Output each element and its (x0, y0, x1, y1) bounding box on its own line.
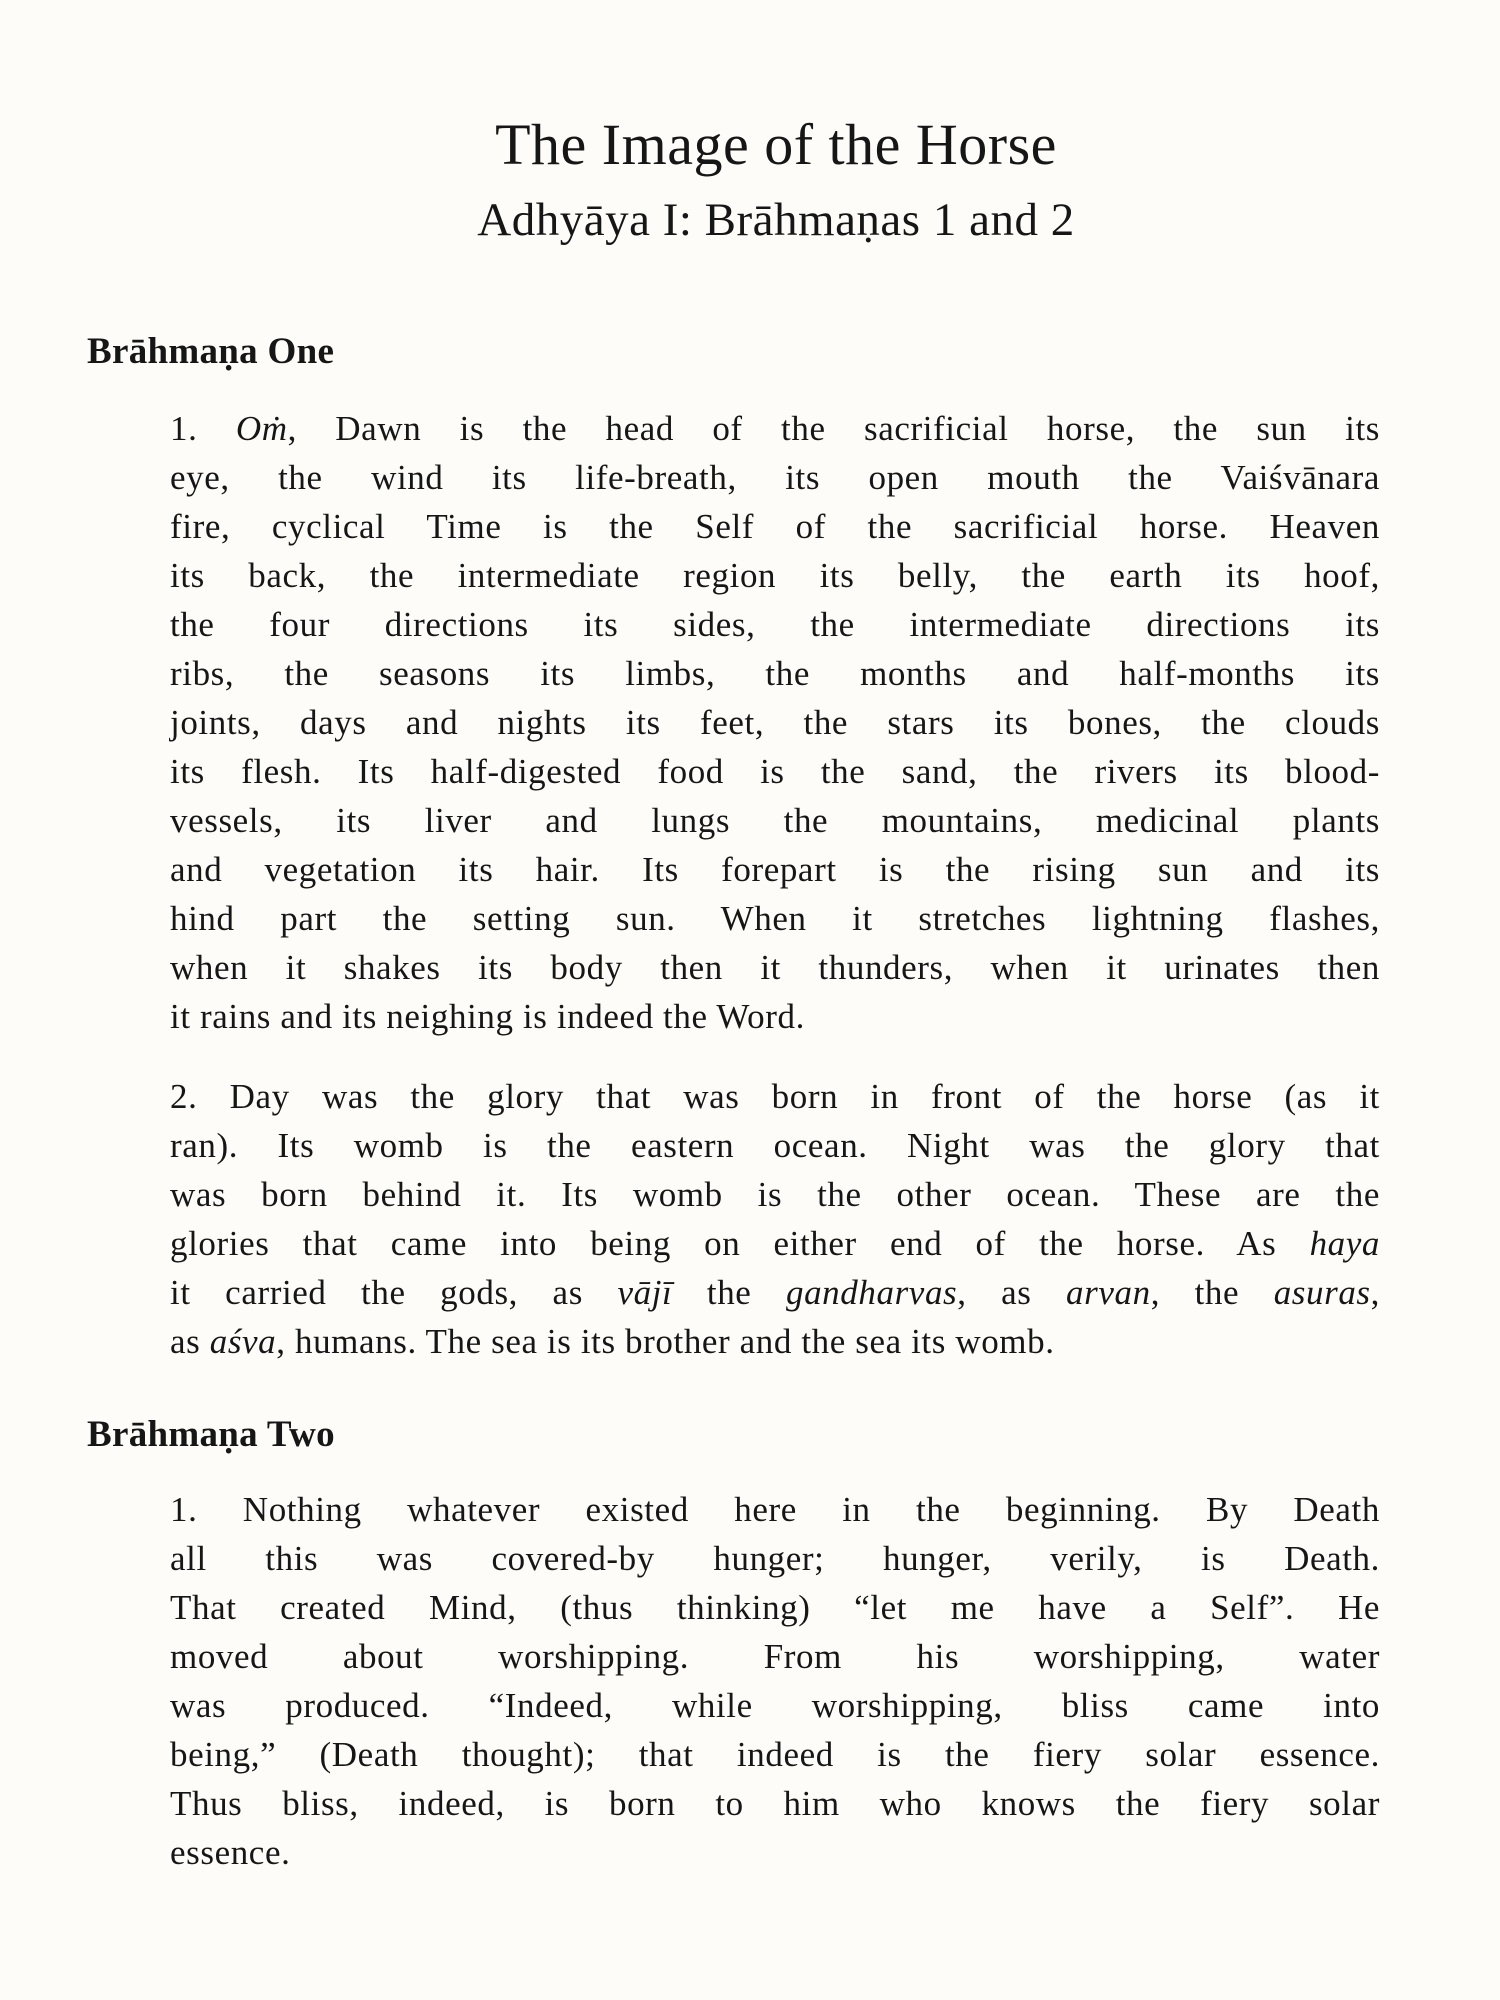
text-segment: ribs, the seasons its limbs, the months and half-months its (170, 654, 1380, 693)
paragraph (170, 1485, 1380, 1877)
text-segment: it carried the gods, as (170, 1273, 618, 1312)
italic-term: Oṁ (235, 409, 288, 448)
text-segment: the four directions its sides, the intermediate directions its (170, 605, 1380, 644)
text-segment: when it shakes its body then it thunders, when it urinates then (170, 948, 1380, 987)
text-segment: was produced. “Indeed, while worshipping, bliss came into (170, 1686, 1380, 1725)
text-line (170, 502, 1380, 551)
text-line (170, 1583, 1380, 1632)
italic-term: arvan (1066, 1273, 1151, 1312)
text-segment: essence. (170, 1833, 291, 1872)
text-line (170, 1121, 1380, 1170)
text-segment: 2. Day was the glory that was born in front of the horse (as it (170, 1077, 1380, 1116)
text-line (170, 404, 1380, 453)
text-line (170, 649, 1380, 698)
text-segment: all this was covered-by hunger; hunger, verily, is Death. (170, 1539, 1380, 1578)
text-segment: 1. Nothing whatever existed here in the beginning. By Death (170, 1490, 1380, 1529)
page-subtitle: Adhyāya I: Brāhmaṇas 1 and 2 (477, 194, 1075, 246)
text-segment: it rains and its neighing is indeed the Word. (170, 997, 805, 1036)
text-line (170, 1534, 1380, 1583)
text-line (170, 747, 1380, 796)
text-segment: its back, the intermediate region its belly, the earth its hoof, (170, 556, 1380, 595)
text-segment: , (1370, 1273, 1381, 1312)
text-segment: and vegetation its hair. Its forepart is the rising sun and its (170, 850, 1380, 889)
text-segment: 1. (170, 409, 236, 448)
text-line (170, 1828, 1380, 1877)
text-line (170, 1072, 1380, 1121)
italic-term: vājī (617, 1273, 673, 1312)
italic-term: asuras (1273, 1273, 1371, 1312)
text-segment: , Dawn is the head of the sacrificial horse, the sun its (287, 409, 1380, 448)
page-title: The Image of the Horse (495, 112, 1057, 177)
text-segment: joints, days and nights its feet, the stars its bones, the clouds (170, 703, 1380, 742)
text-line (170, 453, 1380, 502)
text-line (170, 1219, 1380, 1268)
text-segment: being,” (Death thought); that indeed is the fiery solar essence. (170, 1735, 1380, 1774)
text-line (170, 551, 1380, 600)
text-line (170, 698, 1380, 747)
text-line (170, 1170, 1380, 1219)
text-line (170, 894, 1380, 943)
text-segment: moved about worshipping. From his worshipping, water (170, 1637, 1380, 1676)
text-segment: was born behind it. Its womb is the other ocean. These are the (170, 1175, 1380, 1214)
text-segment: Thus bliss, indeed, is born to him who knows the fiery solar (170, 1784, 1380, 1823)
text-line (170, 845, 1380, 894)
text-line (170, 1632, 1380, 1681)
text-segment: , humans. The sea is its brother and the sea its womb. (276, 1322, 1055, 1361)
paragraph (170, 404, 1380, 1041)
text-line (170, 943, 1380, 992)
text-segment: ran). Its womb is the eastern ocean. Night was the glory that (170, 1126, 1380, 1165)
text-segment: vessels, its liver and lungs the mountains, medicinal plants (170, 801, 1380, 840)
text-line (170, 796, 1380, 845)
text-line (170, 1317, 1380, 1366)
text-segment: glories that came into being on either end of the horse. As (170, 1224, 1310, 1263)
italic-term: aśva (209, 1322, 277, 1361)
text-segment: That created Mind, (thus thinking) “let me have a Self”. He (170, 1588, 1380, 1627)
text-line (170, 1779, 1380, 1828)
text-segment: as (170, 1322, 210, 1361)
text-segment: , the (1150, 1273, 1274, 1312)
paragraph (170, 1072, 1380, 1366)
section-heading-brahmana-one: Brāhmaṇa One (87, 331, 335, 372)
text-line (170, 1730, 1380, 1779)
text-segment: eye, the wind its life-breath, its open mouth the Vaiśvānara (170, 458, 1380, 497)
text-line (170, 1681, 1380, 1730)
italic-term: haya (1309, 1224, 1380, 1263)
text-line (170, 1485, 1380, 1534)
text-segment: fire, cyclical Time is the Self of the sacrificial horse. Heaven (170, 507, 1380, 546)
text-segment: the (672, 1273, 786, 1312)
text-line (170, 1268, 1380, 1317)
italic-term: gandharvas (785, 1273, 958, 1312)
text-line (170, 992, 1380, 1041)
text-segment: hind part the setting sun. When it stretches lightning flashes, (170, 899, 1380, 938)
text-line (170, 600, 1380, 649)
text-segment: , as (957, 1273, 1067, 1312)
section-heading-brahmana-two: Brāhmaṇa Two (87, 1414, 335, 1455)
text-segment: its flesh. Its half-digested food is the sand, the rivers its blood- (170, 752, 1380, 791)
